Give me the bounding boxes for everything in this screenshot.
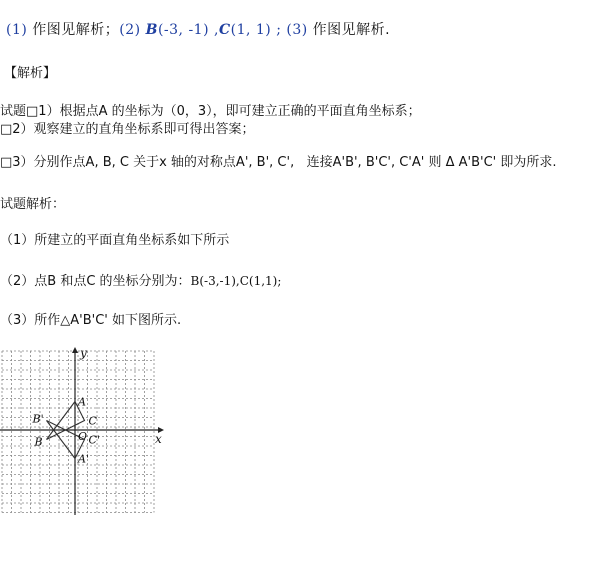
solution-header: 试题解析： <box>0 197 66 212</box>
solution-step-3: （3）所作△A'B'C' 如下图所示. <box>0 313 182 328</box>
analysis-line-2: □2）观察建立的直角坐标系即可得出答案； <box>0 122 255 137</box>
part-3-answer: 作图见解析. <box>312 22 391 38</box>
analysis-header: 【解析】 <box>4 66 57 81</box>
y-axis-label: y <box>80 346 87 360</box>
analysis-line-1 <box>0 104 421 120</box>
analysis-line-1-prefix: 试题 <box>0 104 27 119</box>
part-1-answer: 作图见解析； <box>32 22 120 38</box>
point-b-label: B <box>145 22 158 38</box>
part-1-marker: (1) <box>6 22 28 38</box>
point-c-coord: (1, 1) <box>230 22 272 38</box>
analysis-line-3: □3）分别作点A, B, C 关于x 轴的对称点A', B', C', 连接A'B', B'C', C'A' 则 Δ A'B'C' 即为所求. <box>0 155 557 170</box>
label-a-prime: A' <box>78 452 89 466</box>
label-origin: O <box>78 430 88 443</box>
missing-glyph-box: □1） <box>26 104 60 119</box>
label-c-prime: C' <box>88 433 100 447</box>
part-3-marker: (3) <box>286 22 308 38</box>
answer-line <box>6 22 390 38</box>
solution-step-2-coords: B(-3,-1),C(1,1); <box>190 274 282 288</box>
point-c-label: C <box>218 22 231 38</box>
semicolon-separator: ; <box>276 22 282 38</box>
y-axis-arrow <box>72 347 78 353</box>
coordinate-figure <box>0 345 175 515</box>
label-b-prime: B' <box>32 412 44 426</box>
solution-step-1: （1）所建立的平面直角坐标系如下所示 <box>0 233 230 248</box>
label-a: A <box>78 395 86 409</box>
label-c: C <box>88 414 97 428</box>
label-b: B <box>34 435 43 449</box>
point-b-coord: (-3, -1) <box>157 22 210 38</box>
part-2-marker: (2) <box>119 22 141 38</box>
solution-step-2-text: （2）点B 和点C 的坐标分别为： <box>0 274 191 289</box>
analysis-line-1-text: 根据点A 的坐标为（0，3），即可建立正确的平面直角坐标系； <box>59 104 421 119</box>
comma-separator: , <box>214 22 219 38</box>
x-axis-label: x <box>155 432 162 446</box>
solution-step-2 <box>0 273 281 290</box>
